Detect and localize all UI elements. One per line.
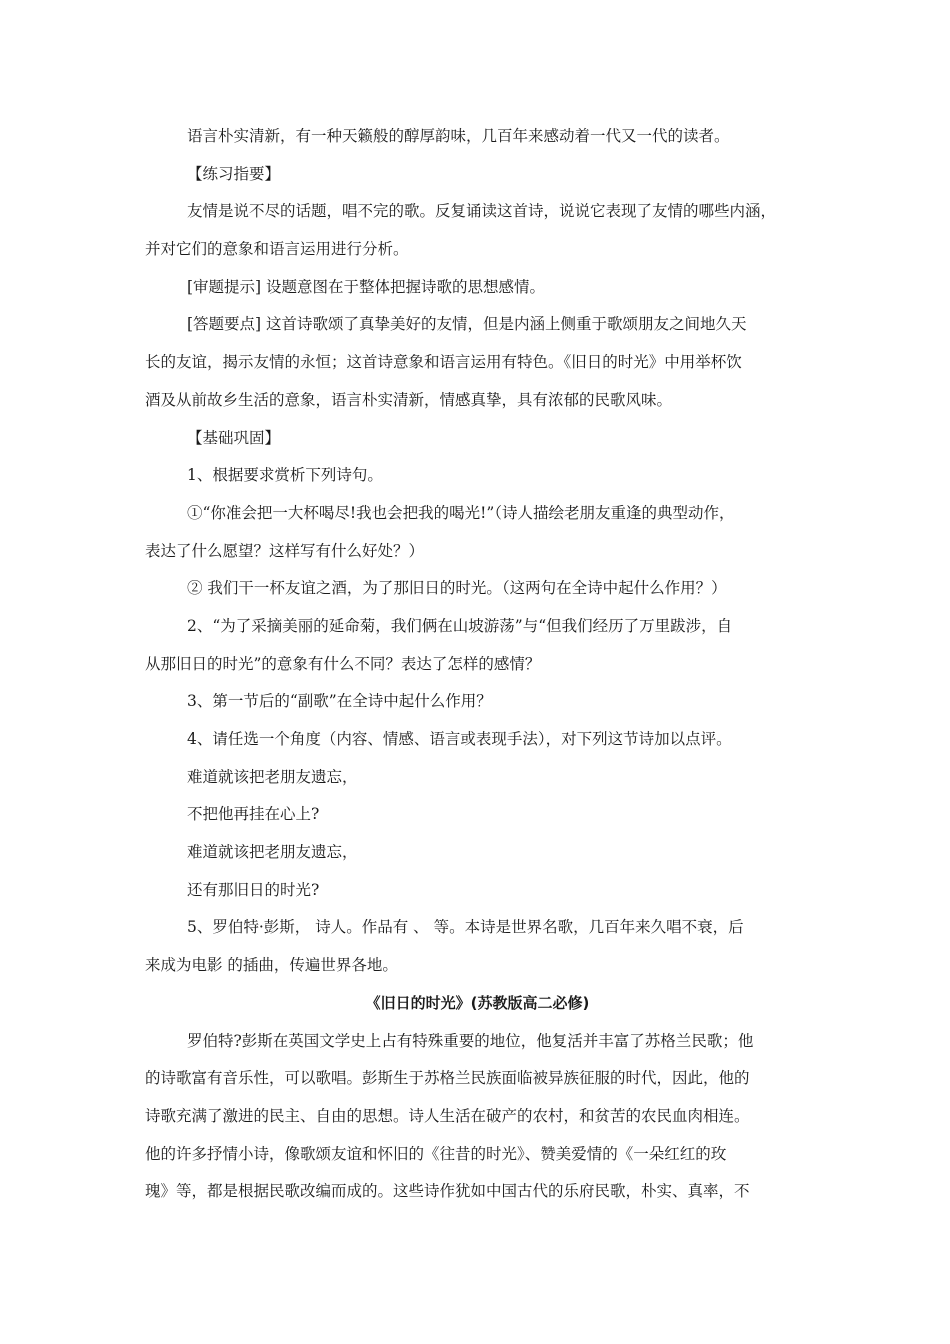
question-line: 3、第一节后的“副歌”在全诗中起什么作用？: [187, 692, 492, 711]
document-body: [145, 118, 810, 1211]
section-title: 《旧日的时光》(苏教版高二必修): [365, 993, 590, 1012]
question-line: 2、“为了采摘美丽的延命菊，我们俩在山坡游荡”与“但我们经历了万里跋涉，自: [187, 616, 733, 635]
poem-line: 难道就该把老朋友遗忘，: [187, 767, 358, 786]
section-heading-practice: 【练习指要】: [187, 164, 281, 183]
paragraph-line: 友情是说不尽的话题，唱不完的歌。反复诵读这首诗，说说它表现了友情的哪些内涵，: [187, 202, 777, 221]
poem-line: 还有那旧日的时光?: [187, 880, 320, 899]
question-line: 1、根据要求赏析下列诗句。: [187, 466, 383, 485]
paragraph-line: [答题要点] 这首诗歌颂了真挚美好的友情，但是内涵上侧重于歌颂朋友之间地久天: [187, 315, 747, 334]
question-line: 表达了什么愿望？这样写有什么好处？）: [145, 541, 425, 560]
paragraph-line: 长的友谊，揭示友情的永恒；这首诗意象和语言运用有特色。《旧日的时光》中用举杯饮: [145, 353, 742, 372]
paragraph-line: 语言朴实清新，有一种天籁般的醇厚韵味，几百年来感动着一代又一代的读者。: [187, 127, 730, 145]
paragraph-line: 酒及从前故乡生活的意象，语言朴实清新，情感真挚，具有浓郁的民歌风味。: [145, 390, 673, 409]
body-line: 的诗歌富有音乐性，可以歌唱。彭斯生于苏格兰民族面临被异族征服的时代，因此，他的: [145, 1069, 750, 1088]
question-line: 4、请任选一个角度（内容、情感、语言或表现手法），对下列这节诗加以点评。: [187, 730, 732, 748]
poem-line: 不把他再挂在心上?: [187, 805, 320, 824]
paragraph-line: 并对它们的意象和语言运用进行分析。: [145, 240, 409, 259]
paragraph-line: [审题提示] 设题意图在于整体把握诗歌的思想感情。: [187, 277, 546, 296]
question-line: 来成为电影 的插曲，传遍世界各地。: [145, 956, 398, 975]
body-line: 诗歌充满了激进的民主、自由的思想。诗人生活在破产的农村，和贫苦的农民血肉相连。: [145, 1106, 750, 1125]
poem-line: 难道就该把老朋友遗忘，: [187, 843, 358, 862]
body-line: 他的许多抒情小诗，像歌颂友谊和怀旧的《往昔的时光》、赞美爱情的《一朵红红的玫: [145, 1144, 727, 1163]
section-heading-basics: 【基础巩固】: [187, 428, 281, 447]
question-line: 从那旧日的时光”的意象有什么不同？表达了怎样的感情？: [145, 654, 541, 673]
body-line: 瑰》等，都是根据民歌改编而成的。这些诗作犹如中国古代的乐府民歌，朴实、真率，不: [145, 1182, 750, 1201]
question-line: ② 我们干一杯友谊之酒，为了那旧日的时光。（这两句在全诗中起什么作用？）: [187, 579, 727, 598]
question-line: 5、罗伯特·彭斯， 诗人。作品有 、 等。本诗是世界名歌，几百年来久唱不衰，后: [187, 918, 744, 937]
body-line: 罗伯特?彭斯在英国文学史上占有特殊重要的地位，他复活并丰富了苏格兰民歌；他: [187, 1031, 754, 1050]
question-line: ①“你准会把一大杯喝尽!我也会把我的喝光!”（诗人描绘老朋友重逢的典型动作，: [187, 503, 735, 522]
